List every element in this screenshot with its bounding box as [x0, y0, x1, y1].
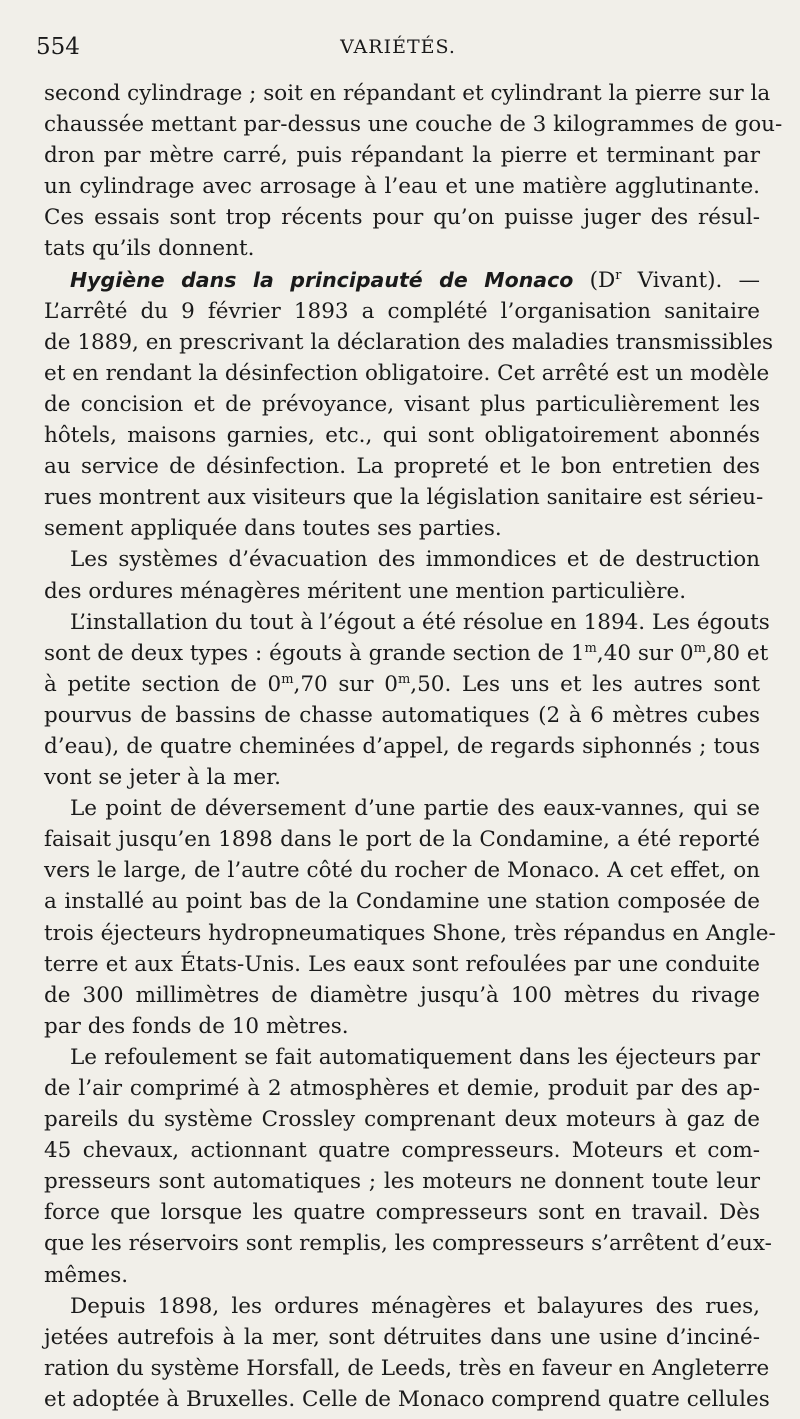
- text-line: rues montrent aux visiteurs que la législation sanitaire est sérieu-: [44, 485, 764, 511]
- superscript: m: [281, 671, 294, 687]
- text-line: faisait jusqu’en 1898 dans le port de la Condamine, a été reporté: [44, 827, 760, 853]
- superscript: m: [584, 640, 597, 656]
- text-line: force que lorsque les quatre compresseurs sont en travail. Dès: [44, 1200, 760, 1226]
- superscript: m: [693, 640, 706, 656]
- text-line: second cylindrage ; soit en répandant et cylindrant la pierre sur la: [44, 81, 771, 106]
- text-line: [44, 638, 769, 669]
- text-line: pareils du système Crossley comprenant deux moteurs à gaz de: [44, 1107, 760, 1133]
- text-line: 45 chevaux, actionnant quatre compresseurs. Moteurs et com-: [44, 1138, 760, 1164]
- text-run: ,40 sur 0: [596, 640, 694, 666]
- text-line: L’installation du tout à l’égout a été résolue en 1894. Les égouts: [70, 609, 770, 635]
- text-line: de 1889, en prescrivant la déclaration des maladies transmissibles: [44, 329, 774, 355]
- text-line: presseurs sont automatiques ; les moteurs ne donnent toute leur: [44, 1169, 760, 1195]
- text-line: dron par mètre carré, puis répandant la pierre et terminant par: [44, 143, 760, 169]
- text-line: trois éjecteurs hydropneumatiques Shone, très répandus en Angle-: [44, 920, 776, 946]
- text-line: Le refoulement se fait automatiquement dans les éjecteurs par: [70, 1044, 760, 1070]
- text-run: ,80 et: [705, 640, 769, 666]
- text-line: sement appliquée dans toutes ses parties.: [44, 516, 502, 542]
- page-header: [36, 34, 760, 68]
- text-run: ,70 sur 0: [293, 671, 398, 697]
- text-line: mêmes.: [44, 1262, 129, 1288]
- text-line: hôtels, maisons garnies, etc., qui sont obligatoirement abonnés: [44, 423, 760, 449]
- text-line: chaussée mettant par-dessus une couche de 3 kilogrammes de gou-: [44, 112, 783, 138]
- text-line: de 300 millimètres de diamètre jusqu’à 100 mètres du rivage: [44, 982, 760, 1008]
- text-run: à petite section de 0: [44, 671, 282, 697]
- text-line: jetées autrefois à la mer, sont détruites dans une usine d’inciné-: [44, 1324, 760, 1350]
- body-text: [44, 78, 783, 1415]
- text-line: de concision et de prévoyance, visant plus particulièrement les: [44, 391, 760, 417]
- page-number: 554: [36, 34, 80, 60]
- text-line: des ordures ménagères méritent une mention particulière.: [44, 578, 687, 604]
- text-line: de l’air comprimé à 2 atmosphères et demie, produit par des ap-: [44, 1076, 760, 1101]
- text-run: sont de deux types : égouts à grande section de 1: [44, 640, 585, 666]
- text-line: a installé au point bas de la Condamine une station composée de: [44, 889, 760, 915]
- text-line: que les réservoirs sont remplis, les compresseurs s’arrêtent d’eux-: [44, 1231, 772, 1257]
- text-line: [44, 265, 760, 296]
- text-line: Depuis 1898, les ordures ménagères et balayures des rues,: [70, 1293, 760, 1319]
- text-line: pourvus de bassins de chasse automatiques (2 à 6 mètres cubes: [44, 702, 760, 728]
- text-line: et en rendant la désinfection obligatoire. Cet arrêté est un modèle: [44, 360, 770, 386]
- text-line: vers le large, de l’autre côté du rocher de Monaco. A cet effet, on: [44, 858, 760, 884]
- text-line: Le point de déversement d’une partie des eaux-vannes, qui se: [70, 796, 760, 822]
- text-line: par des fonds de 10 mètres.: [44, 1013, 349, 1039]
- text-line: un cylindrage avec arrosage à l’eau et une matière agglutinante.: [44, 174, 760, 200]
- text-line: et adoptée à Bruxelles. Celle de Monaco comprend quatre cellules: [44, 1386, 770, 1412]
- heading-author: Vivant). —: [621, 267, 760, 293]
- superscript: m: [397, 671, 411, 687]
- text-line: au service de désinfection. La propreté et le bon entretien des: [44, 454, 760, 480]
- text-line: tats qu’ils donnent.: [44, 236, 255, 262]
- heading-author: (D: [573, 267, 616, 293]
- text-line: [44, 669, 760, 700]
- text-line: ration du système Horsfall, de Leeds, très en faveur en Angleterre: [44, 1355, 770, 1381]
- text-run: ,50. Les uns et les autres sont: [410, 671, 760, 697]
- text-line: Les systèmes d’évacuation des immondices et de destruction: [70, 547, 760, 573]
- section-heading: Hygiène dans la principauté de Monaco: [70, 267, 574, 292]
- text-line: L’arrêté du 9 février 1893 a complété l’organisation sanitaire: [44, 298, 760, 324]
- text-line: terre et aux États-Unis. Les eaux sont refoulées par une conduite: [44, 951, 760, 977]
- running-title: VARIÉTÉS.: [340, 36, 456, 58]
- text-line: Ces essais sont trop récents pour qu’on puisse juger des résul-: [44, 205, 760, 231]
- superscript: r: [615, 267, 622, 283]
- text-line: d’eau), de quatre cheminées d’appel, de regards siphonnés ; tous: [44, 733, 760, 759]
- text-line: vont se jeter à la mer.: [44, 765, 281, 791]
